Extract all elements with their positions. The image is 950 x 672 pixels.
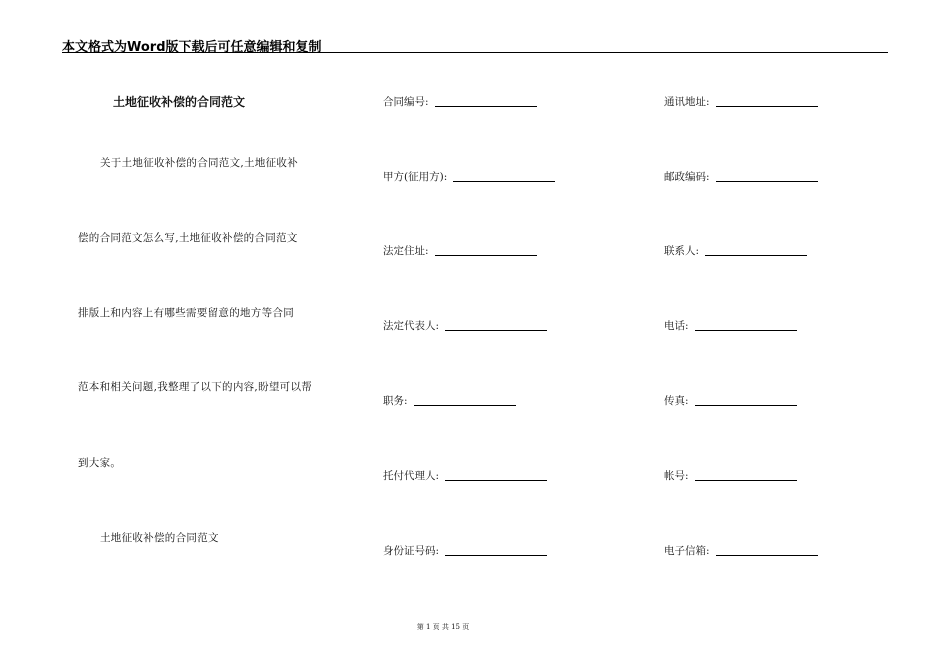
header-divider [62,52,888,53]
position-field [383,393,516,408]
postal-code-field [664,169,818,184]
paragraph-line: 排版上和内容上有哪些需要留意的地方等合同 [78,307,294,319]
field-label: 电子信箱: [664,545,710,557]
field-label: 托付代理人: [383,470,440,482]
paragraph-line: 偿的合同范文怎么写,土地征收补偿的合同范文 [78,232,298,244]
fax-field [664,393,797,408]
page-number-footer: 第 1 页 共 15 页 [416,623,470,631]
field-label: 通讯地址: [664,96,710,108]
field-label: 邮政编码: [664,171,710,183]
fill-line [695,330,797,331]
document-header: 本文格式为Word版下载后可任意编辑和复制 [62,40,322,55]
paragraph-line: 范本和相关问题,我整理了以下的内容,盼望可以帮 [78,381,313,393]
id-number-field [383,543,547,558]
fill-line [716,181,818,182]
phone-field [664,318,797,333]
party-a-field [383,169,555,184]
contract-number-field [383,94,537,109]
field-label: 法定住址: [383,245,429,257]
fill-line [414,405,516,406]
fill-line [695,480,797,481]
fill-line [453,181,555,182]
account-field [664,468,797,483]
fill-line [445,555,547,556]
fill-line [695,405,797,406]
fill-line [435,106,537,107]
document-title: 土地征收补偿的合同范文 [113,95,246,109]
mailing-address-field [664,94,818,109]
field-label: 身份证号码: [383,545,440,557]
legal-address-field [383,243,537,258]
fill-line [705,255,807,256]
agent-field [383,468,547,483]
field-label: 甲方(征用方): [383,171,448,183]
field-label: 合同编号: [383,96,429,108]
field-label: 法定代表人: [383,320,440,332]
email-field [664,543,818,558]
legal-representative-field [383,318,547,333]
field-label: 电话: [664,320,689,332]
section-subtitle: 土地征收补偿的合同范文 [100,532,219,544]
fill-line [445,480,547,481]
fill-line [716,555,818,556]
field-label: 联系人: [664,245,700,257]
paragraph-line: 到大家。 [78,457,122,469]
fill-line [435,255,537,256]
contact-person-field [664,243,807,258]
fill-line [445,330,547,331]
field-label: 帐号: [664,470,689,482]
paragraph-line: 关于土地征收补偿的合同范文,土地征收补 [100,157,299,169]
fill-line [716,106,818,107]
field-label: 传真: [664,395,689,407]
field-label: 职务: [383,395,408,407]
